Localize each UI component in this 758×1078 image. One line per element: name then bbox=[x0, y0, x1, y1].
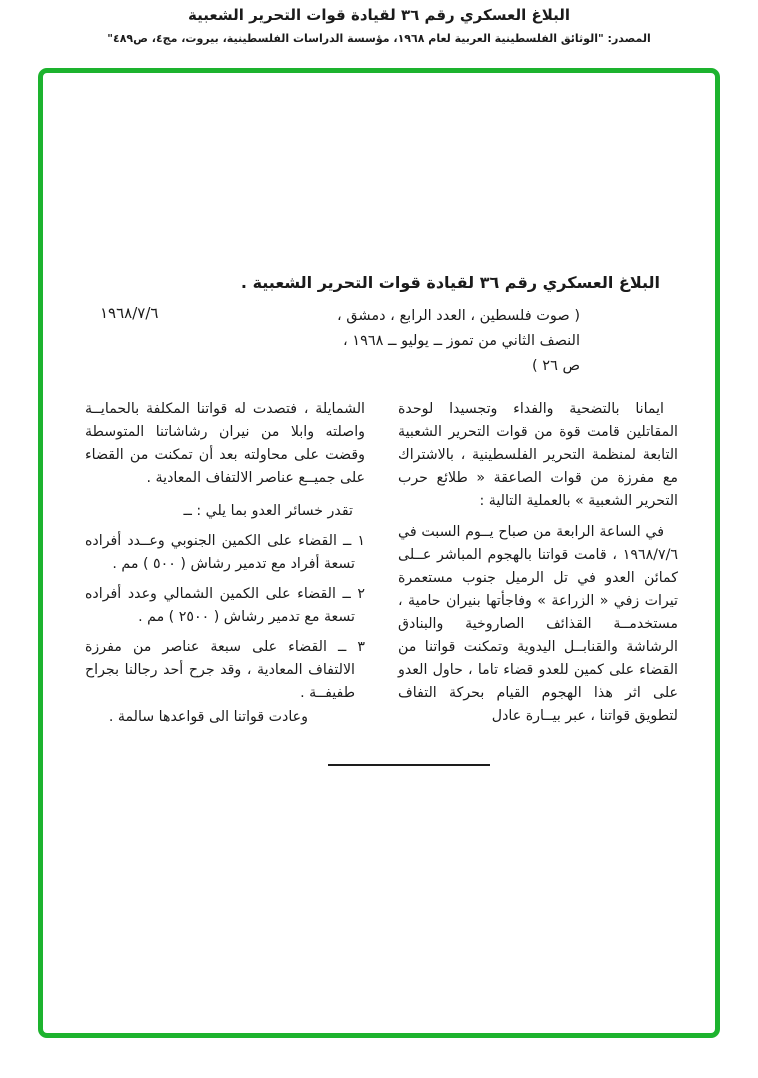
page-header-source: المصدر: "الوثائق الفلسطينية العربية لعام ١٩٦٨، مؤسسة الدراسات الفلسطينية، بيروت، مج٤، ص٤٨٩" bbox=[107, 32, 651, 45]
loss-item-3: ٣ ــ القضاء على سبعة عناصر من مفرزة الالتفاف المعادية ، وقد جرح أحد رجالنا بجراح طفيفــة . bbox=[85, 639, 365, 701]
citation-line-1: ( صوت فلسطين ، العدد الرابع ، دمشق ، bbox=[337, 308, 580, 324]
page-header bbox=[0, 6, 758, 45]
loss-item-2: ٢ ــ القضاء على الكمين الشمالي وعدد أفراده تسعة مع تدمير رشاش ( ٢٥٠٠ ) مم . bbox=[85, 586, 365, 625]
column-left bbox=[85, 398, 365, 729]
column-right bbox=[398, 398, 678, 729]
loss-item-1: ١ ــ القضاء على الكمين الجنوبي وعــدد أفراده تسعة أفراد مع تدمير رشاش ( ٥٠٠ ) مم . bbox=[85, 533, 365, 572]
paragraph-operation: في الساعة الرابعة من صباح يــوم السبت في ١٩٦٨/٧/٦ ، قامت قواتنا بالهجوم المباشر عــلى كمائن العدو في تل الرميل جنوب مستعمرة تيرات زفي « الزراعة » وفاجأتها بنيران حامية ، مستخدمــة القذائف الصاروخية والبنادق الرشاشة والقنابــل اليدوية وتمكنت قواتنا من القضاء على كمين للعدو قضاء تاما ، حاول العدو على اثر هذا الهجوم القيام بحركة التفاف لتطويق قواتنا ، عبر بيــارة عادل bbox=[398, 524, 678, 724]
document-title: البلاغ العسكري رقم ٣٦ لقيادة قوات التحرير الشعبية . bbox=[240, 273, 660, 292]
document-citation bbox=[337, 304, 580, 379]
citation-line-2: النصف الثاني من تموز ــ يوليو ــ ١٩٦٨ ، bbox=[342, 333, 580, 349]
document-date: ١٩٦٨/٧/٦ bbox=[100, 304, 159, 322]
paragraph-continuation: الشمايلة ، فتصدت له قواتنا المكلفة بالحمايــة واصلته وابلا من نيران رشاشاتنا المتوسطة وقضت على محاولته بعد أن تمكنت من القضاء على جميــع عناصر الالتفاف المعادية . bbox=[85, 401, 365, 486]
losses-intro: تقدر خسائر العدو بما يلي : ــ bbox=[183, 503, 353, 519]
citation-page-number: ص ٢٦ ) bbox=[532, 358, 580, 374]
closing-line: وعادت قواتنا الى قواعدها سالمة . bbox=[108, 709, 308, 725]
document-body bbox=[85, 398, 678, 729]
end-divider-rule bbox=[328, 764, 490, 766]
scan-frame bbox=[38, 68, 720, 1038]
page-header-title: البلاغ العسكري رقم ٣٦ لقيادة قوات التحرير الشعبية bbox=[188, 6, 570, 24]
paragraph-intro: ايمانا بالتضحية والفداء وتجسيدا لوحدة المقاتلين قامت قوة من قوات التحرير الشعبية التابعة لمنظمة التحرير الفلسطينية ، بالاشتراك مع مفرزة من قوات الصاعقة « طلائع حرب التحرير الشعبية » بالعملية التالية : bbox=[398, 401, 678, 509]
